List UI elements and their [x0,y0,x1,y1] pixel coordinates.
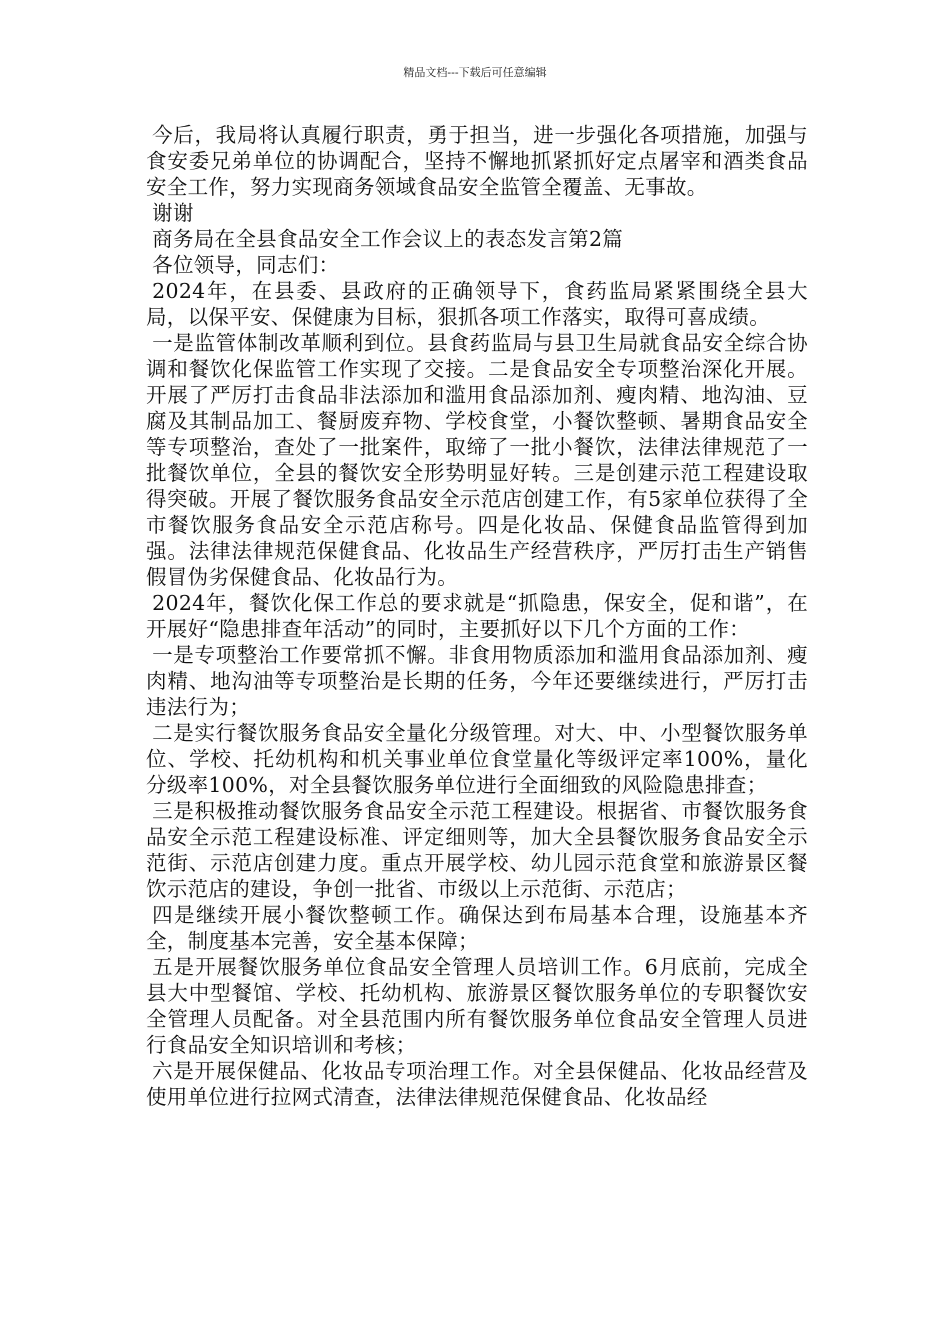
paragraph-item-6: 六是开展保健品、化妆品专项治理工作。对全县保健品、化妆品经营及使用单位进行拉网式清查，法律法律规范保健食品、化妆品经 [146,1059,808,1109]
paragraph-item-4: 四是继续开展小餐饮整顿工作。确保达到布局基本合理，设施基本齐全，制度基本完善，安全基本保障； [146,903,808,953]
paragraph-item-2: 二是实行餐饮服务食品安全量化分级管理。对大、中、小型餐饮服务单位、学校、托幼机构和机关事业单位食堂量化等级评定率100%，量化分级率100%，对全县餐饮服务单位进行全面细致的风险隐患排查； [146,721,808,797]
document-body [146,122,808,1110]
paragraph-closing: 今后，我局将认真履行职责，勇于担当，进一步强化各项措施，加强与食安委兄弟单位的协调配合，坚持不懈地抓紧抓好定点屠宰和酒类食品安全工作，努力实现商务领域食品安全监管全覆盖、无事故。 [146,123,808,199]
paragraph-item-1: 一是专项整治工作要常抓不懈。非食用物质添加和滥用食品添加剂、瘦肉精、地沟油等专项整治是长期的任务，今年还要继续进行，严厉打击违法行为； [146,643,808,719]
salutation: 各位领导，同志们： [152,253,340,277]
paragraph-achievements: 一是监管体制改革顺利到位。县食药监局与县卫生局就食品安全综合协调和餐饮化保监管工作实现了交接。二是食品安全专项整治深化开展。开展了严厉打击食品非法添加和滥用食品添加剂、瘦肉精、地沟油、豆腐及其制品加工、餐厨废弃物、学校食堂，小餐饮整顿、暑期食品安全等专项整治，查处了一批案件，取缔了一批小餐饮，法律法律规范了一批餐饮单位，全县的餐饮安全形势明显好转。三是创建示范工程建设取得突破。开展了餐饮服务食品安全示范店创建工作，有5家单位获得了全市餐饮服务食品安全示范店称号。四是化妆品、保健食品监管得到加强。法律法律规范保健食品、化妆品生产经营秩序，严厉打击生产销售假冒伪劣保健食品、化妆品行为。 [146,331,808,589]
paragraph-requirements: 2024年，餐饮化保工作总的要求就是“抓隐患，保安全，促和谐”，在开展好“隐患排查年活动”的同时，主要抓好以下几个方面的工作： [146,591,808,641]
section-title: 商务局在全县食品安全工作会议上的表态发言第2篇 [152,227,624,251]
paragraph-item-3: 三是积极推动餐饮服务食品安全示范工程建设。根据省、市餐饮服务食品安全示范工程建设标准、评定细则等，加大全县餐饮服务食品安全示范街、示范店创建力度。重点开展学校、幼儿园示范食堂和旅游景区餐饮示范店的建设，争创一批省、市级以上示范街、示范店； [146,799,808,901]
paragraph-intro: 2024年，在县委、县政府的正确领导下，食药监局紧紧围绕全县大局，以保平安、保健康为目标，狠抓各项工作落实，取得可喜成绩。 [146,279,808,329]
page-header: 精品文档---下载后可任意编辑 [403,66,547,79]
paragraph-item-5: 五是开展餐饮服务单位食品安全管理人员培训工作。6月底前，完成全县大中型餐馆、学校、托幼机构、旅游景区餐饮服务单位的专职餐饮安全管理人员配备。对全县范围内所有餐饮服务单位食品安全管理人员进行食品安全知识培训和考核； [146,955,808,1057]
paragraph-thanks: 谢谢 [152,201,194,225]
